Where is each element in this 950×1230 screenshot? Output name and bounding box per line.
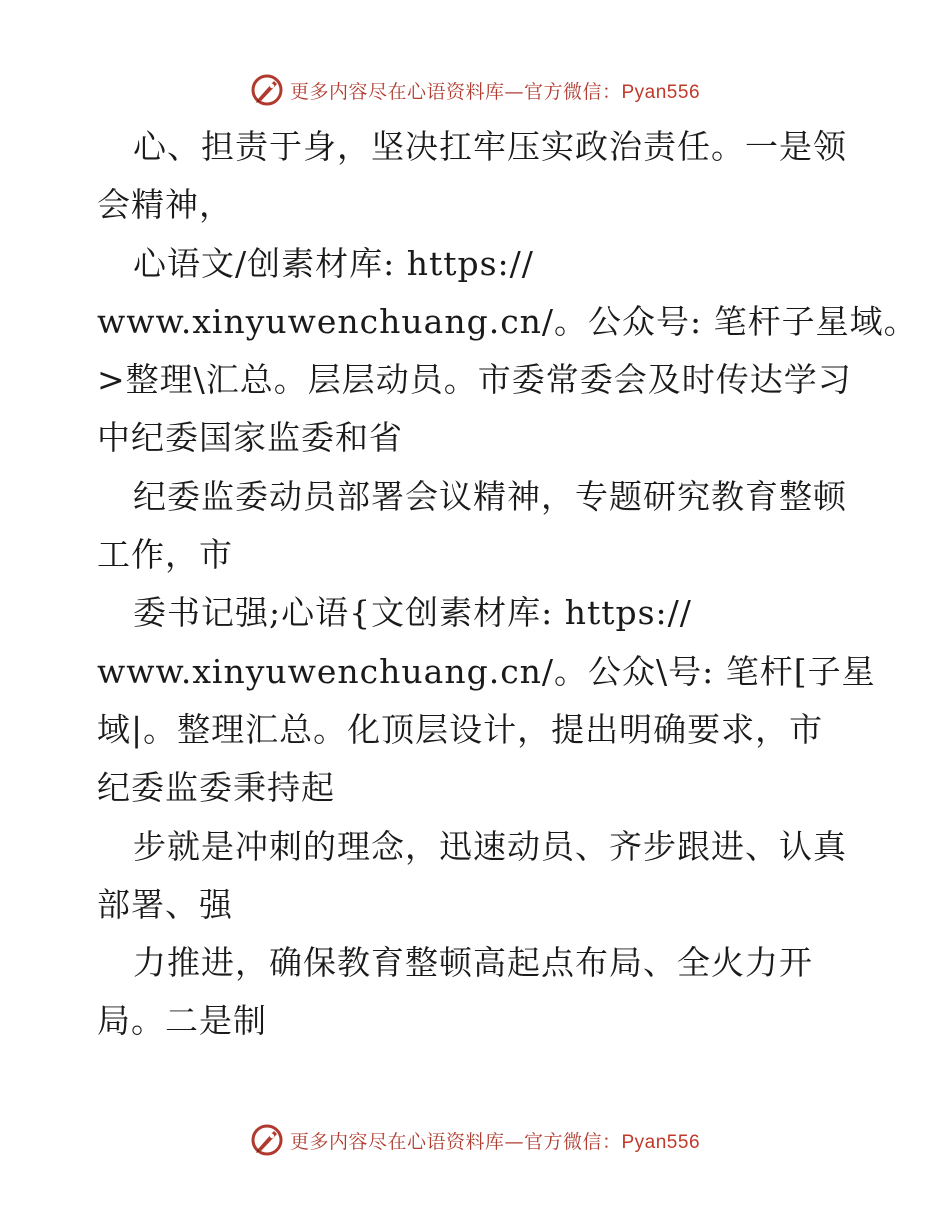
watermark-wechat-label: 官方微信：: [523, 1130, 622, 1153]
body-line: www.xinyuwenchuang.cn/。公众\号: 笔杆[子星: [97, 651, 876, 691]
watermark-text: [290, 1127, 700, 1154]
body-line: www.xinyuwenchuang.cn/。公众号: 笔杆子星域。: [97, 301, 918, 341]
watermark-separator: —: [504, 1130, 524, 1153]
watermark-separator: —: [504, 80, 524, 103]
body-line: 委书记强;心语{文创素材库: https://: [133, 593, 692, 633]
quill-pen-logo-icon: [250, 73, 284, 107]
body-line: 局。二是制: [97, 1001, 267, 1041]
document-body: [97, 118, 918, 1051]
watermark-site-text: 更多内容尽在心语资料库: [289, 1130, 505, 1153]
watermark-wechat-id: Pyan556: [621, 1131, 701, 1153]
body-line: >整理\汇总。层层动员。市委常委会及时传达学习: [97, 360, 852, 400]
quill-pen-logo-icon: [250, 1123, 284, 1157]
body-line: 心语文/创素材库: https://: [133, 243, 534, 283]
body-line: 心、担责于身，坚决扛牢压实政治责任。一是领: [133, 127, 847, 166]
body-line: 步就是冲刺的理念，迅速动员、齐步跟进、认真: [133, 826, 847, 866]
body-line: 纪委监委秉持起: [97, 768, 335, 808]
body-line: 纪委监委动员部署会议精神，专题研究教育整顿: [133, 476, 847, 516]
body-line: 部署、强: [97, 884, 233, 924]
watermark-site-text: 更多内容尽在心语资料库: [289, 80, 505, 103]
watermark-wechat-label: 官方微信：: [523, 80, 622, 103]
body-line: 力推进，确保教育整顿高起点布局、全火力开: [133, 943, 813, 983]
body-line: 中纪委国家监委和省: [97, 418, 403, 458]
footer-watermark: [0, 1122, 950, 1158]
body-line: 域|。整理汇总。化顶层设计，提出明确要求，市: [97, 709, 824, 749]
body-line: 会精神，: [97, 185, 233, 225]
header-watermark: [0, 72, 950, 108]
watermark-text: [290, 77, 700, 104]
watermark-wechat-id: Pyan556: [621, 81, 701, 103]
body-line: 工作，市: [97, 535, 233, 575]
